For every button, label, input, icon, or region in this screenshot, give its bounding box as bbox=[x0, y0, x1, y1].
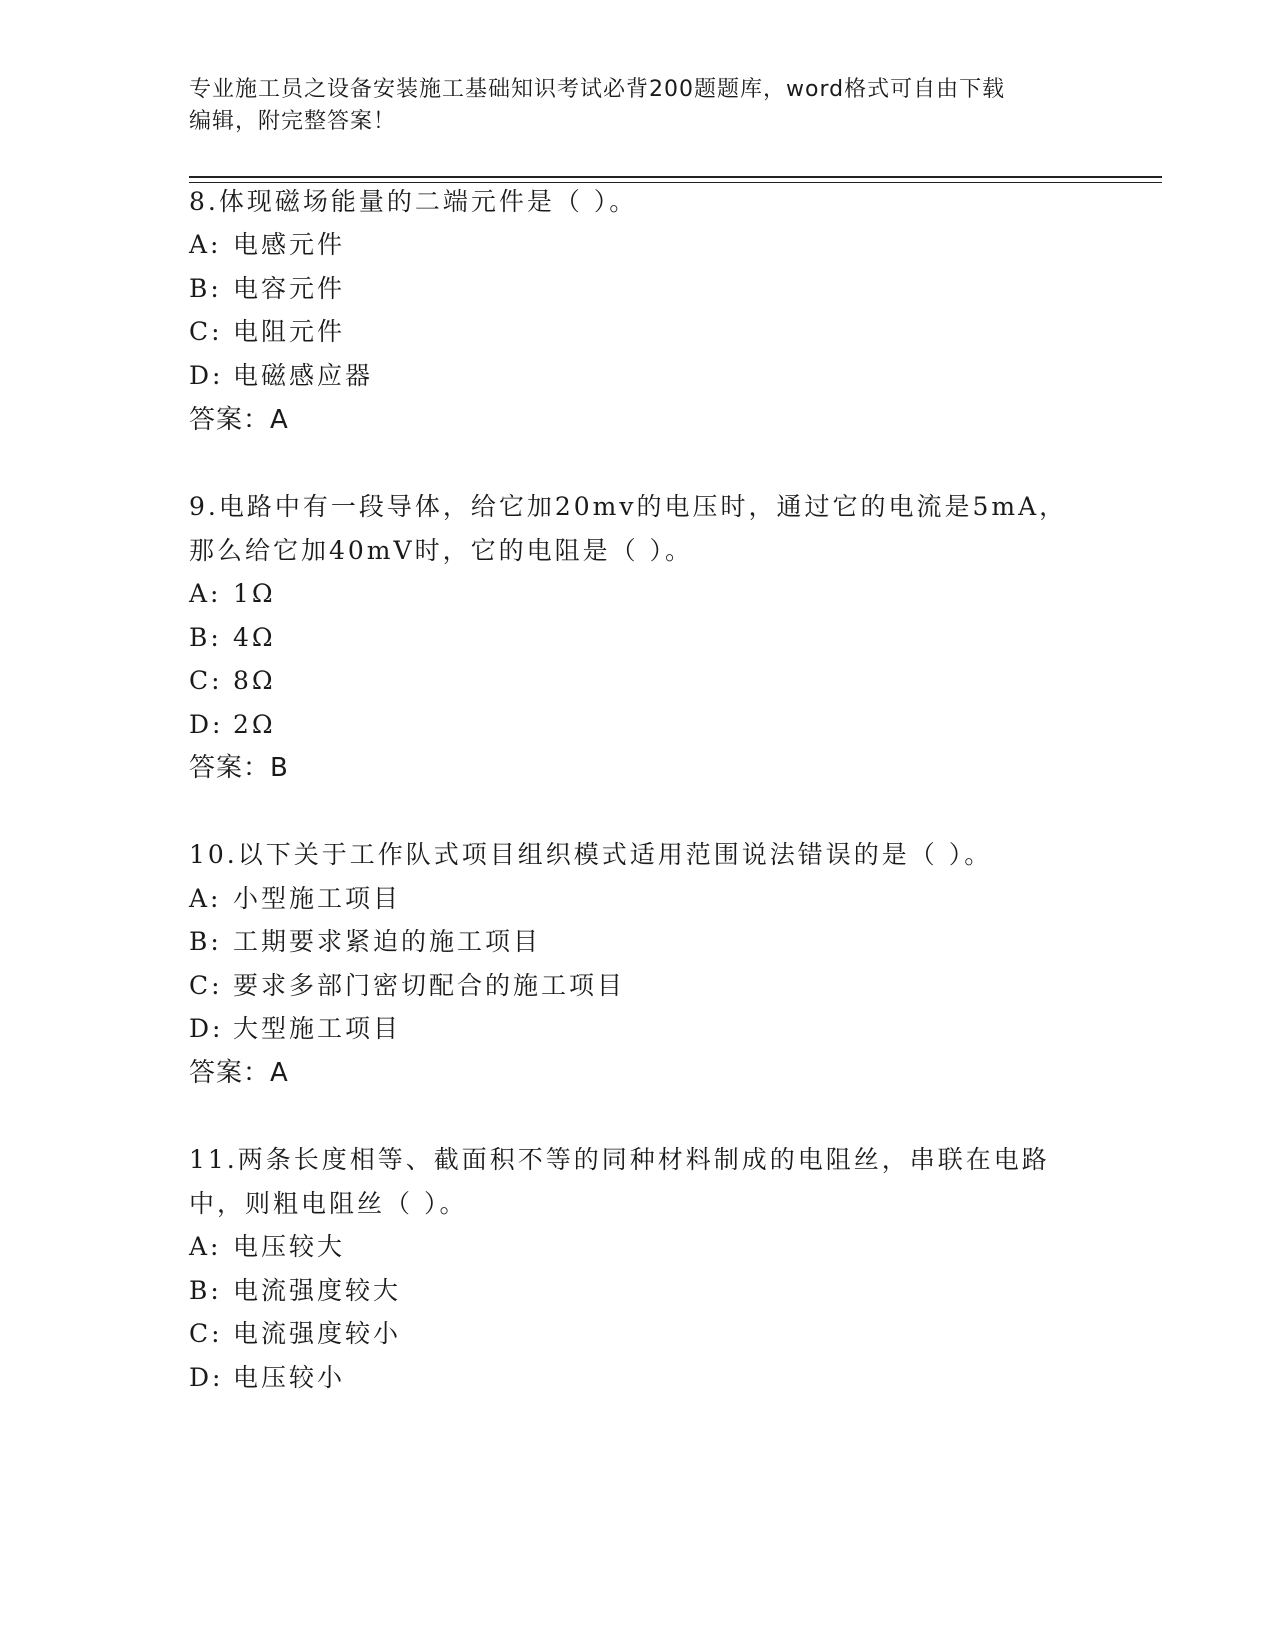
question-10-option-a bbox=[189, 883, 401, 915]
question-8-option-d bbox=[189, 360, 373, 392]
option-letter: B: bbox=[189, 927, 222, 956]
option-letter: C: bbox=[189, 666, 223, 695]
option-text: 电磁感应器 bbox=[233, 361, 374, 390]
question-9-option-c bbox=[189, 665, 276, 697]
option-text: 1Ω bbox=[233, 579, 276, 608]
option-letter: D: bbox=[189, 710, 224, 739]
question-9-option-b bbox=[189, 622, 276, 654]
option-text: 电流强度较小 bbox=[233, 1319, 402, 1348]
option-letter: A: bbox=[189, 579, 222, 608]
option-letter: D: bbox=[189, 1014, 224, 1043]
question-11-stem-line-2: 中，则粗电阻丝（ ）。 bbox=[189, 1189, 468, 1218]
question-11-stem-line-1: 11.两条长度相等、截面积不等的同种材料制成的电阻丝，串联在电路 bbox=[189, 1145, 1050, 1174]
document-header bbox=[189, 74, 1089, 138]
header-divider-thick bbox=[189, 176, 1162, 178]
option-text: 电感元件 bbox=[233, 230, 346, 259]
option-letter: B: bbox=[189, 274, 222, 303]
question-11-option-d bbox=[189, 1362, 345, 1394]
option-letter: C: bbox=[189, 971, 223, 1000]
option-text: 电压较大 bbox=[233, 1232, 346, 1261]
question-9-option-d bbox=[189, 709, 276, 741]
option-text: 小型施工项目 bbox=[233, 884, 402, 913]
header-divider-thin bbox=[189, 182, 1162, 183]
question-8-stem: 8.体现磁场能量的二端元件是（ ）。 bbox=[189, 187, 638, 216]
option-text: 电压较小 bbox=[233, 1363, 346, 1392]
option-letter: B: bbox=[189, 1276, 222, 1305]
question-10-option-d bbox=[189, 1013, 401, 1045]
option-text: 工期要求紧迫的施工项目 bbox=[233, 927, 542, 956]
question-9-answer: 答案：B bbox=[189, 753, 289, 783]
option-letter: D: bbox=[189, 1363, 224, 1392]
question-10-option-b bbox=[189, 926, 541, 958]
option-letter: A: bbox=[189, 884, 222, 913]
option-text: 大型施工项目 bbox=[233, 1014, 402, 1043]
option-letter: C: bbox=[189, 1319, 223, 1348]
question-10-option-c bbox=[189, 970, 625, 1002]
question-10-stem: 10.以下关于工作队式项目组织模式适用范围说法错误的是（ ）。 bbox=[189, 840, 993, 869]
option-text: 电流强度较大 bbox=[233, 1276, 402, 1305]
option-letter: B: bbox=[189, 623, 222, 652]
question-10-answer: 答案：A bbox=[189, 1058, 289, 1088]
question-8-option-b bbox=[189, 273, 345, 305]
option-text: 2Ω bbox=[233, 710, 276, 739]
question-9-option-a bbox=[189, 578, 276, 610]
question-8-answer: 答案：A bbox=[189, 405, 289, 435]
header-line-2: 编辑，附完整答案！ bbox=[189, 109, 397, 134]
option-text: 8Ω bbox=[233, 666, 276, 695]
option-letter: D: bbox=[189, 361, 224, 390]
option-letter: A: bbox=[189, 230, 222, 259]
option-text: 电阻元件 bbox=[233, 317, 346, 346]
option-letter: C: bbox=[189, 317, 223, 346]
option-letter: A: bbox=[189, 1232, 222, 1261]
question-11-option-c bbox=[189, 1318, 401, 1350]
question-9-stem-line-2: 那么给它加40mV时，它的电阻是（ ）。 bbox=[189, 536, 694, 565]
header-line-1: 专业施工员之设备安装施工基础知识考试必背200题题库，word格式可自由下载 bbox=[189, 77, 1006, 102]
question-9-stem-line-1: 9.电路中有一段导体，给它加20mv的电压时，通过它的电流是5mA， bbox=[189, 492, 1068, 521]
question-8-option-c bbox=[189, 316, 345, 348]
question-8-option-a bbox=[189, 229, 345, 261]
option-text: 要求多部门密切配合的施工项目 bbox=[233, 971, 626, 1000]
question-11-option-a bbox=[189, 1231, 345, 1263]
question-11-option-b bbox=[189, 1275, 401, 1307]
option-text: 电容元件 bbox=[233, 274, 346, 303]
option-text: 4Ω bbox=[233, 623, 276, 652]
